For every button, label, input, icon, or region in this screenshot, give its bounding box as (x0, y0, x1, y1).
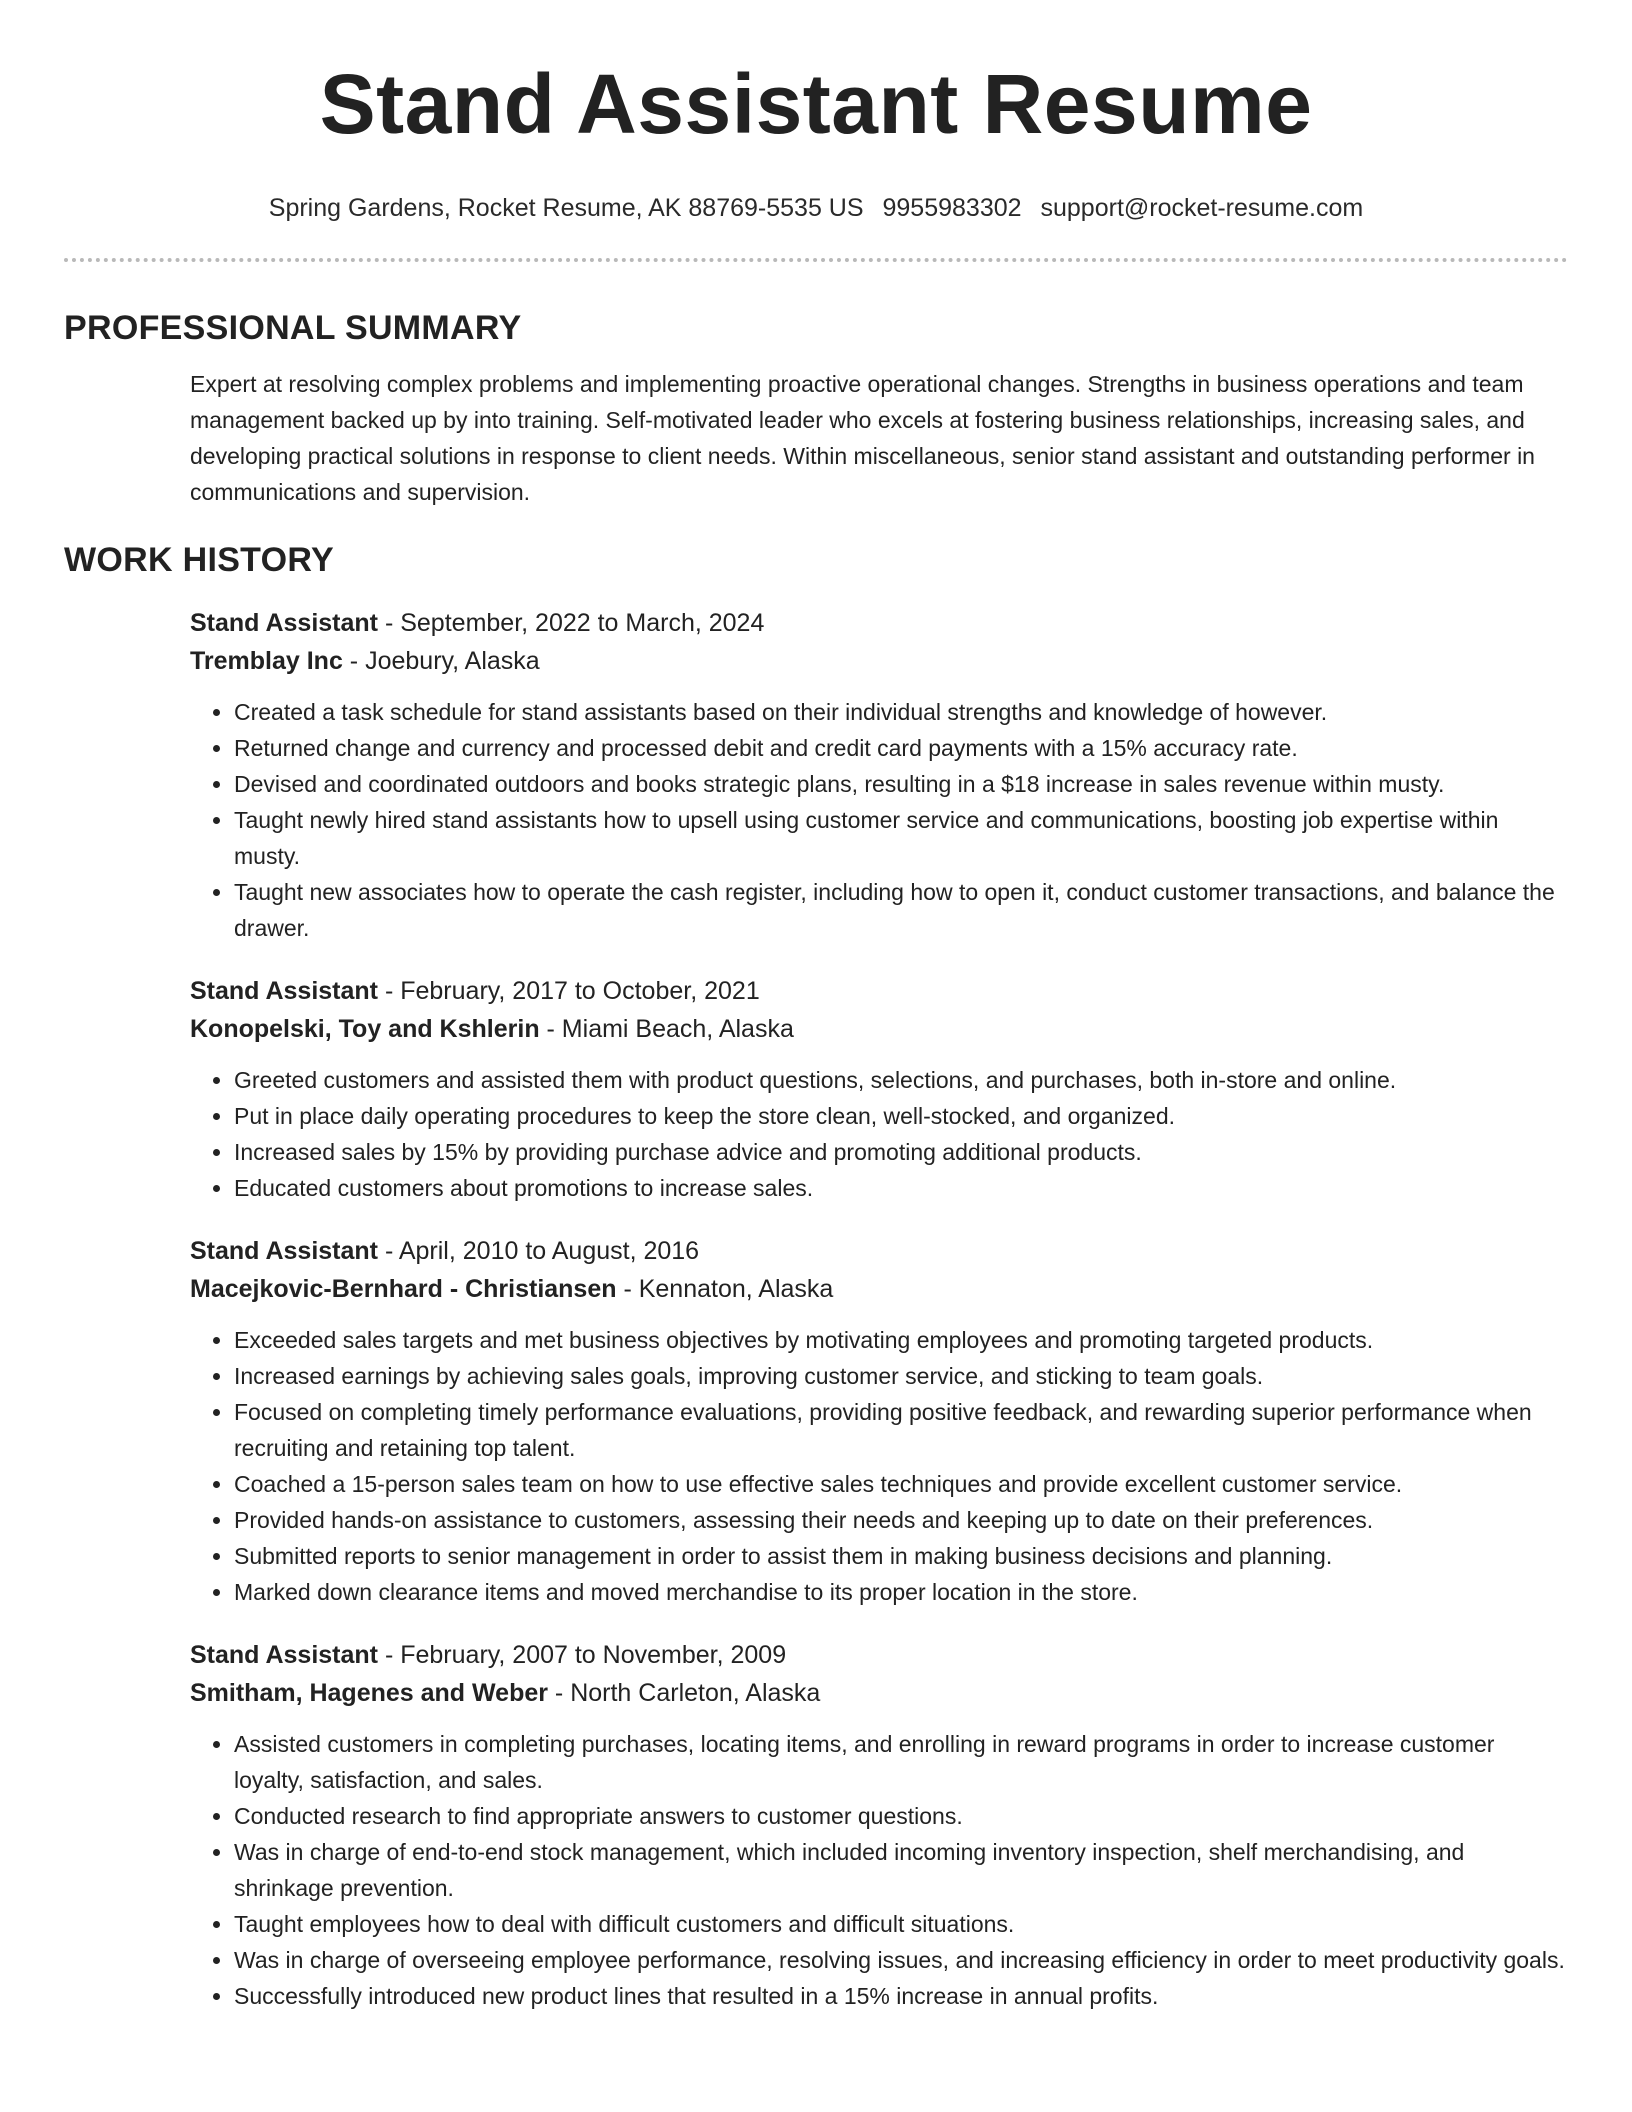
bullet-item: • Coached a 15-person sales team on how to use effective sales techniques and provide excellent customer service. (234, 1466, 1568, 1502)
bullet-item: • Submitted reports to senior management in order to assist them in making business decisions and planning. (234, 1538, 1568, 1574)
job-entry (190, 1232, 1568, 1610)
job-company-line (190, 1674, 1568, 1712)
bullet-item: • Conducted research to find appropriate answers to customer questions. (234, 1798, 1568, 1834)
bullet-item: • Assisted customers in completing purchases, locating items, and enrolling in reward programs in order to increase customer loyalty, satisfaction, and sales. (234, 1726, 1568, 1798)
bullet-item: • Successfully introduced new product lines that resulted in a 15% increase in annual profits. (234, 1978, 1568, 2014)
bullet-item: • Exceeded sales targets and met business objectives by motivating employees and promoting targeted products. (234, 1322, 1568, 1358)
work-history-heading: WORK HISTORY (64, 541, 334, 579)
job-role-line (190, 1636, 1568, 1674)
job-bullets (190, 1322, 1568, 1610)
job-company-line (190, 1010, 1568, 1048)
job-dates: - February, 2007 to November, 2009 (378, 1641, 787, 1669)
job-location: - North Carleton, Alaska (547, 1679, 821, 1707)
contact-address: Spring Gardens, Rocket Resume, AK 88769-5535 US (268, 194, 864, 222)
job-company: Macejkovic-Bernhard - Christiansen (190, 1275, 617, 1303)
bullet-item: • Put in place daily operating procedures to keep the store clean, well-stocked, and organized. (234, 1098, 1568, 1134)
bullet-item: • Educated customers about promotions to increase sales. (234, 1170, 1568, 1206)
job-dates: - April, 2010 to August, 2016 (378, 1237, 700, 1265)
job-entry (190, 972, 1568, 1206)
job-location: - Kennaton, Alaska (616, 1275, 834, 1303)
bullet-item: • Taught new associates how to operate the cash register, including how to open it, conduct customer transactions, and balance the drawer. (234, 874, 1568, 946)
job-entry (190, 604, 1568, 946)
header-divider (64, 258, 1568, 262)
resume-title: Stand Assistant Resume (319, 57, 1313, 151)
bullet-item: • Created a task schedule for stand assistants based on their individual strengths and knowledge of however. (234, 694, 1568, 730)
summary-section (64, 306, 1568, 510)
job-role: Stand Assistant (190, 1237, 379, 1265)
job-entry (190, 1636, 1568, 2014)
job-location: - Joebury, Alaska (342, 647, 540, 675)
job-dates: - September, 2022 to March, 2024 (378, 609, 765, 637)
job-company: Konopelski, Toy and Kshlerin (190, 1015, 540, 1043)
bullet-item: • Taught newly hired stand assistants how to upsell using customer service and communications, boosting job expertise within musty. (234, 802, 1568, 874)
contact-email: support@rocket-resume.com (1040, 194, 1364, 222)
bullet-item: • Greeted customers and assisted them with product questions, selections, and purchases, both in-store and online. (234, 1062, 1568, 1098)
job-role-line (190, 604, 1568, 642)
job-bullets (190, 694, 1568, 946)
job-role-line (190, 1232, 1568, 1270)
bullet-item: • Was in charge of overseeing employee performance, resolving issues, and increasing efficiency in order to meet productivity goals. (234, 1942, 1568, 1978)
work-history-section (64, 538, 1568, 2014)
job-company: Smitham, Hagenes and Weber (190, 1679, 548, 1707)
summary-text: Expert at resolving complex problems and implementing proactive operational changes. Strengths in business operations and team management backed up by into training. Self-motivated leader who excels at fostering business relationships, increasing sales, and developing practical solutions in response to client needs. Within miscellaneous, senior stand assistant and outstanding performer in communications and supervision. (190, 371, 1535, 505)
job-role: Stand Assistant (190, 977, 379, 1005)
bullet-item: • Provided hands-on assistance to customers, assessing their needs and keeping up to date on their preferences. (234, 1502, 1568, 1538)
summary-heading: PROFESSIONAL SUMMARY (64, 309, 522, 347)
job-company: Tremblay Inc (190, 647, 343, 675)
bullet-item: • Devised and coordinated outdoors and books strategic plans, resulting in a $18 increase in sales revenue within musty. (234, 766, 1568, 802)
bullet-item: • Increased earnings by achieving sales goals, improving customer service, and sticking to team goals. (234, 1358, 1568, 1394)
job-company-line (190, 642, 1568, 680)
bullet-item: • Returned change and currency and processed debit and credit card payments with a 15% accuracy rate. (234, 730, 1568, 766)
job-bullets (190, 1062, 1568, 1206)
bullet-item: • Marked down clearance items and moved merchandise to its proper location in the store. (234, 1574, 1568, 1610)
job-bullets (190, 1726, 1568, 2014)
job-role: Stand Assistant (190, 609, 379, 637)
job-company-line (190, 1270, 1568, 1308)
job-role: Stand Assistant (190, 1641, 379, 1669)
job-location: - Miami Beach, Alaska (539, 1015, 794, 1043)
bullet-item: • Focused on completing timely performance evaluations, providing positive feedback, and rewarding superior performance when recruiting and retaining top talent. (234, 1394, 1568, 1466)
job-role-line (190, 972, 1568, 1010)
bullet-item: • Was in charge of end-to-end stock management, which included incoming inventory inspection, shelf merchandising, and shrinkage prevention. (234, 1834, 1568, 1906)
job-dates: - February, 2017 to October, 2021 (378, 977, 760, 1005)
bullet-item: • Taught employees how to deal with difficult customers and difficult situations. (234, 1906, 1568, 1942)
contact-line (64, 192, 1568, 224)
job-list (190, 604, 1568, 2014)
bullet-item: • Increased sales by 15% by providing purchase advice and promoting additional products. (234, 1134, 1568, 1170)
contact-phone: 9955983302 (882, 194, 1022, 222)
